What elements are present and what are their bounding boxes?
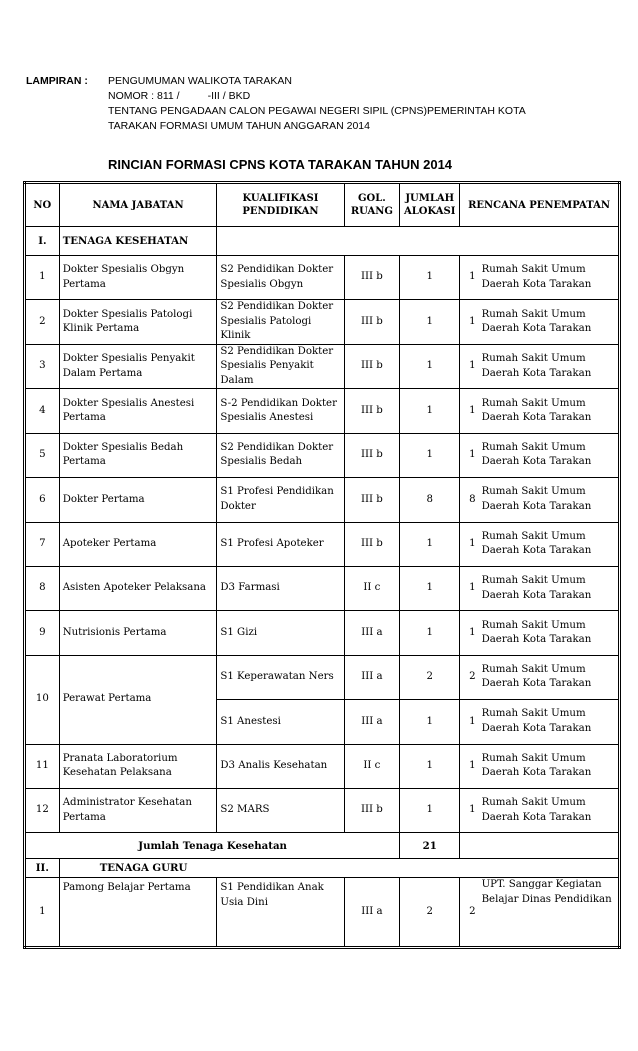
row-penempatan-count: 1 — [460, 522, 479, 566]
row-number: 5 — [25, 433, 60, 477]
nomor-part-a: NOMOR : 811 / — [108, 90, 180, 102]
row-jabatan: Pamong Belajar Pertama — [59, 878, 217, 948]
row-gol-ruang: III a — [344, 700, 400, 744]
table-row — [25, 344, 620, 389]
section-name: TENAGA GURU — [59, 859, 619, 878]
row-kualifikasi: S2 MARS — [217, 788, 344, 832]
header-line-formasi: TARAKAN FORMASI UMUM TAHUN ANGGARAN 2014 — [108, 120, 370, 132]
header-line-pengumuman: PENGUMUMAN WALIKOTA TARAKAN — [108, 75, 292, 87]
row-penempatan-count: 1 — [460, 611, 479, 655]
col-jumlah-header: JUMLAH ALOKASI — [400, 183, 460, 227]
row-number: 1 — [25, 256, 60, 300]
row-penempatan: Rumah Sakit Umum Daerah Kota Tarakan — [479, 300, 620, 345]
table-body — [25, 183, 620, 948]
row-gol-ruang: III b — [344, 433, 400, 477]
row-jabatan: Apoteker Pertama — [59, 522, 217, 566]
row-penempatan: Rumah Sakit Umum Daerah Kota Tarakan — [479, 788, 620, 832]
row-gol-ruang: II c — [344, 744, 400, 788]
row-jabatan: Dokter Spesialis Penyakit Dalam Pertama — [59, 344, 217, 389]
row-jumlah-alokasi: 1 — [400, 788, 460, 832]
table-row — [25, 788, 620, 832]
row-kualifikasi: S1 Keperawatan Ners — [217, 655, 344, 699]
lampiran-label: LAMPIRAN : — [26, 75, 88, 87]
row-jumlah-alokasi: 1 — [400, 256, 460, 300]
row-jabatan: Dokter Spesialis Patologi Klinik Pertama — [59, 300, 217, 345]
section-number: I. — [25, 227, 60, 256]
row-number: 3 — [25, 344, 60, 389]
row-kualifikasi: S-2 Pendidikan Dokter Spesialis Anestesi — [217, 389, 344, 433]
row-jumlah-alokasi: 1 — [400, 611, 460, 655]
row-penempatan-count: 8 — [460, 478, 479, 522]
header-line-nomor — [108, 89, 526, 104]
row-gol-ruang: III b — [344, 389, 400, 433]
row-kualifikasi: S2 Pendidikan Dokter Spesialis Patologi Klinik — [217, 300, 344, 345]
row-gol-ruang: III b — [344, 788, 400, 832]
section-spacer — [217, 227, 620, 256]
row-penempatan: Rumah Sakit Umum Daerah Kota Tarakan — [479, 478, 620, 522]
row-penempatan: Rumah Sakit Umum Daerah Kota Tarakan — [479, 433, 620, 477]
row-kualifikasi: S1 Pendidikan Anak Usia Dini — [217, 878, 344, 948]
row-penempatan-count: 1 — [460, 744, 479, 788]
row-jabatan: Dokter Spesialis Obgyn Pertama — [59, 256, 217, 300]
row-number: 6 — [25, 478, 60, 522]
row-number: 7 — [25, 522, 60, 566]
row-kualifikasi: S1 Gizi — [217, 611, 344, 655]
table-row — [25, 256, 620, 300]
row-jumlah-alokasi: 2 — [400, 655, 460, 699]
row-penempatan-count: 1 — [460, 344, 479, 389]
row-jumlah-alokasi: 1 — [400, 300, 460, 345]
row-penempatan-count: 2 — [460, 655, 479, 699]
row-kualifikasi: D3 Analis Kesehatan — [217, 744, 344, 788]
row-jumlah-alokasi: 1 — [400, 344, 460, 389]
row-penempatan: Rumah Sakit Umum Daerah Kota Tarakan — [479, 611, 620, 655]
row-kualifikasi: S2 Pendidikan Dokter Spesialis Penyakit Dalam — [217, 344, 344, 389]
row-penempatan: Rumah Sakit Umum Daerah Kota Tarakan — [479, 744, 620, 788]
header-lines — [108, 74, 526, 134]
document-title: RINCIAN FORMASI CPNS KOTA TARAKAN TAHUN 2014 — [108, 157, 453, 172]
row-jumlah-alokasi: 1 — [400, 744, 460, 788]
row-number: 8 — [25, 566, 60, 610]
row-penempatan: Rumah Sakit Umum Daerah Kota Tarakan — [479, 522, 620, 566]
row-penempatan: Rumah Sakit Umum Daerah Kota Tarakan — [479, 344, 620, 389]
row-penempatan-count: 1 — [460, 566, 479, 610]
table-row — [25, 522, 620, 566]
table-row — [25, 478, 620, 522]
row-penempatan-count: 1 — [460, 256, 479, 300]
row-number: 12 — [25, 788, 60, 832]
row-number: 1 — [25, 878, 60, 948]
row-gol-ruang: III b — [344, 256, 400, 300]
row-jabatan: Asisten Apoteker Pelaksana — [59, 566, 217, 610]
section-header-row — [25, 227, 620, 256]
row-penempatan: UPT. Sanggar Kegiatan Belajar Dinas Pendidikan — [479, 878, 620, 948]
section-header-row — [25, 859, 620, 878]
section-name: TENAGA KESEHATAN — [59, 227, 217, 256]
row-penempatan-count: 1 — [460, 389, 479, 433]
row-jumlah-alokasi: 1 — [400, 433, 460, 477]
row-kualifikasi: D3 Farmasi — [217, 566, 344, 610]
table-row — [25, 433, 620, 477]
row-penempatan-count: 2 — [460, 878, 479, 948]
row-number: 2 — [25, 300, 60, 345]
row-number: 9 — [25, 611, 60, 655]
row-number: 11 — [25, 744, 60, 788]
row-kualifikasi: S1 Profesi Apoteker — [217, 522, 344, 566]
table-row — [25, 566, 620, 610]
table-header-row — [25, 183, 620, 227]
row-jabatan: Dokter Spesialis Anestesi Pertama — [59, 389, 217, 433]
nomor-part-b: -III / BKD — [207, 90, 251, 102]
row-gol-ruang: II c — [344, 566, 400, 610]
row-penempatan-count: 1 — [460, 700, 479, 744]
total-spacer — [460, 833, 620, 859]
row-penempatan: Rumah Sakit Umum Daerah Kota Tarakan — [479, 389, 620, 433]
table-row — [25, 611, 620, 655]
table-row — [25, 300, 620, 345]
row-penempatan: Rumah Sakit Umum Daerah Kota Tarakan — [479, 256, 620, 300]
table-row — [25, 744, 620, 788]
col-penempatan-header: RENCANA PENEMPATAN — [460, 183, 620, 227]
col-no-header: NO — [25, 183, 60, 227]
col-gol-header: GOL. RUANG — [344, 183, 400, 227]
row-penempatan: Rumah Sakit Umum Daerah Kota Tarakan — [479, 655, 620, 699]
row-gol-ruang: III b — [344, 344, 400, 389]
total-label: Jumlah Tenaga Kesehatan — [25, 833, 400, 859]
row-penempatan: Rumah Sakit Umum Daerah Kota Tarakan — [479, 700, 620, 744]
table-row — [25, 655, 620, 699]
col-jabatan-header: NAMA JABATAN — [59, 183, 217, 227]
row-gol-ruang: III a — [344, 611, 400, 655]
total-row — [25, 833, 620, 859]
row-jabatan: Nutrisionis Pertama — [59, 611, 217, 655]
row-penempatan-count: 1 — [460, 433, 479, 477]
row-jumlah-alokasi: 1 — [400, 522, 460, 566]
row-jabatan: Dokter Spesialis Bedah Pertama — [59, 433, 217, 477]
row-jumlah-alokasi: 1 — [400, 566, 460, 610]
row-gol-ruang: III a — [344, 655, 400, 699]
row-jumlah-alokasi: 1 — [400, 389, 460, 433]
row-jabatan: Pranata Laboratorium Kesehatan Pelaksana — [59, 744, 217, 788]
row-gol-ruang: III a — [344, 878, 400, 948]
row-jabatan: Dokter Pertama — [59, 478, 217, 522]
row-penempatan-count: 1 — [460, 300, 479, 345]
row-kualifikasi: S2 Pendidikan Dokter Spesialis Bedah — [217, 433, 344, 477]
row-gol-ruang: III b — [344, 478, 400, 522]
total-value: 21 — [400, 833, 460, 859]
section-number: II. — [25, 859, 60, 878]
header-line-tentang: TENTANG PENGADAAN CALON PEGAWAI NEGERI SIPIL (CPNS)PEMERINTAH KOTA — [108, 105, 526, 117]
row-kualifikasi: S1 Profesi Pendidikan Dokter — [217, 478, 344, 522]
row-jumlah-alokasi: 2 — [400, 878, 460, 948]
row-jumlah-alokasi: 8 — [400, 478, 460, 522]
row-penempatan: Rumah Sakit Umum Daerah Kota Tarakan — [479, 566, 620, 610]
table-row — [25, 878, 620, 948]
row-jumlah-alokasi: 1 — [400, 700, 460, 744]
row-kualifikasi: S1 Anestesi — [217, 700, 344, 744]
row-penempatan-count: 1 — [460, 788, 479, 832]
row-gol-ruang: III b — [344, 522, 400, 566]
row-number: 4 — [25, 389, 60, 433]
formasi-table — [23, 181, 621, 949]
table-row — [25, 389, 620, 433]
row-jabatan: Administrator Kesehatan Pertama — [59, 788, 217, 832]
row-jabatan: Perawat Pertama — [59, 655, 217, 744]
row-kualifikasi: S2 Pendidikan Dokter Spesialis Obgyn — [217, 256, 344, 300]
row-number: 10 — [25, 655, 60, 744]
row-gol-ruang: III b — [344, 300, 400, 345]
col-kualifikasi-header: KUALIFIKASI PENDIDIKAN — [217, 183, 344, 227]
